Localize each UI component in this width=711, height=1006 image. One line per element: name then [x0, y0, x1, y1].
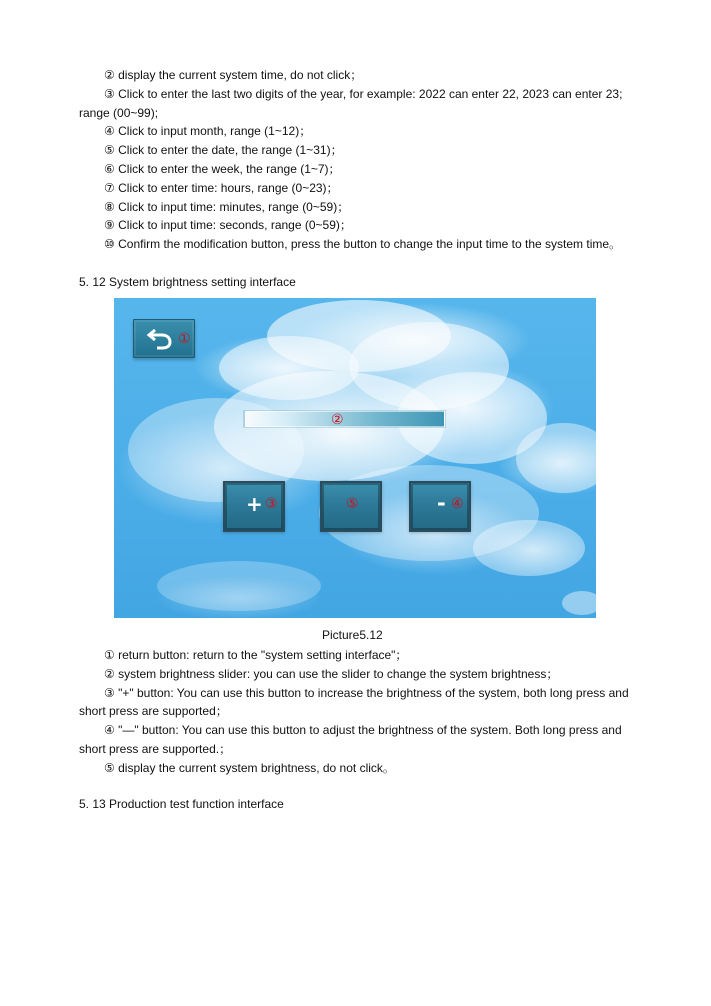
list-item [79, 759, 655, 778]
item-number: ⑨ [104, 218, 115, 233]
list-item-continuation: range (00~99); [79, 105, 159, 120]
increase-brightness-button[interactable] [223, 481, 285, 532]
list-item [79, 216, 655, 235]
list-item [79, 141, 655, 160]
list-item [79, 646, 655, 665]
item-text: Click to enter the date, the range (1~31)； [118, 143, 343, 158]
brightness-value-display [320, 481, 382, 532]
item-text: Click to input time: minutes, range (0~59)； [118, 199, 350, 214]
item-text: Click to enter the week, the range (1~7)； [118, 161, 341, 176]
section-heading: 5. 12 System brightness setting interface [79, 275, 296, 289]
minus-button-marker: ④ [451, 496, 464, 512]
list-item [79, 66, 655, 85]
list-item [79, 665, 655, 684]
plus-button-marker: ③ [265, 496, 278, 512]
list-item [79, 85, 655, 104]
item-number: ③ [104, 86, 115, 101]
item-text: "—" button: You can use this button to adjust the brightness of the system. Both long press and [118, 723, 622, 738]
list-item [79, 721, 655, 740]
brightness-display-marker: ⑤ [346, 496, 359, 512]
item-number: ④ [104, 723, 115, 738]
item-number: ⑤ [104, 143, 115, 158]
item-text: display the current system brightness, do not click。 [118, 760, 395, 775]
brightness-slider-marker: ② [331, 412, 344, 428]
decrease-brightness-button[interactable] [409, 481, 471, 532]
item-number: ② [104, 666, 115, 681]
item-text: return button: return to the "system setting interface"； [118, 648, 408, 662]
minus-symbol: - [437, 491, 446, 515]
list-item [79, 160, 655, 179]
section-heading: 5. 13 Production test function interface [79, 797, 284, 811]
brightness-description-list [79, 646, 655, 778]
item-text: Click to enter the last two digits of the year, for example: 2022 can enter 22, 2023 can enter 23; [118, 86, 623, 101]
list-item [79, 122, 655, 141]
time-setting-description-list [79, 66, 655, 254]
list-item-continuation: short press are supported.； [79, 741, 232, 756]
item-text: system brightness slider: you can use the slider to change the system brightness； [118, 666, 559, 681]
item-text: Click to enter time: hours, range (0~23)； [118, 180, 339, 195]
item-text: Confirm the modification button, press the button to change the input time to the system time。 [118, 237, 622, 252]
item-number: ① [104, 648, 115, 662]
return-arrow-icon [146, 326, 173, 350]
item-text: Click to input time: seconds, range (0~59)； [118, 218, 352, 233]
item-number: ⑧ [104, 199, 115, 214]
item-number: ③ [104, 685, 115, 700]
brightness-slider[interactable] [244, 411, 445, 427]
item-number: ⑤ [104, 760, 115, 775]
plus-symbol: + [246, 492, 263, 516]
brightness-setting-screenshot [114, 298, 596, 618]
item-text: "+" button: You can use this button to increase the brightness of the system, both long press and [118, 685, 629, 700]
item-number: ④ [104, 124, 115, 139]
return-button-marker: ① [178, 331, 191, 347]
list-item [79, 179, 655, 198]
item-number: ⑥ [104, 161, 115, 176]
figure-caption: Picture5.12 [322, 628, 383, 642]
list-item [79, 684, 655, 703]
list-item-continuation: short press are supported； [79, 704, 228, 719]
list-item [79, 198, 655, 217]
item-number: ② [104, 68, 115, 82]
item-number: ⑦ [104, 180, 115, 195]
item-text: display the current system time, do not click； [118, 68, 363, 82]
list-item [79, 235, 655, 254]
item-text: Click to input month, range (1~12)； [118, 124, 312, 139]
item-number: ⑩ [104, 237, 115, 252]
